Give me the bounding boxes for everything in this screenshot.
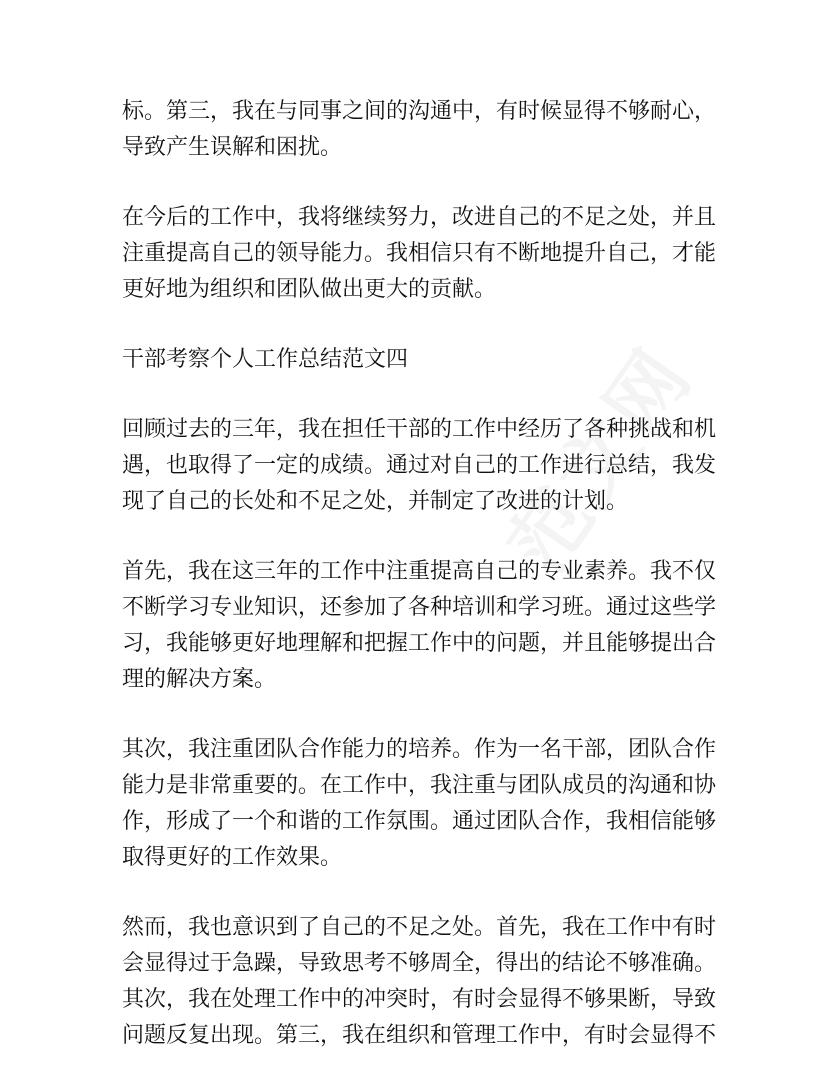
text-line: 更好地为组织和团队做出更大的贡献。 [122, 277, 497, 302]
heading-text: 干部考察个人工作总结范文四 [122, 347, 409, 372]
text-line: 习，我能够更好地理解和把握工作中的问题，并且能够提出合 [122, 631, 717, 656]
text-line: 首先，我在这三年的工作中注重提高自己的专业素养。我不仅 [122, 559, 717, 584]
text-line: 导致产生误解和困扰。 [122, 135, 343, 160]
text-line: 作，形成了一个和谐的工作氛围。通过团队合作，我相信能够 [122, 809, 717, 834]
text-line: 能力是非常重要的。在工作中，我注重与团队成员的沟通和协 [122, 773, 717, 798]
text-line: 其次，我注重团队合作能力的培养。作为一名干部，团队合作 [122, 737, 717, 762]
text-line: 问题反复出现。第三，我在组织和管理工作中，有时会显得不 [122, 1023, 717, 1048]
paragraph-1 [122, 94, 722, 166]
section-heading [122, 342, 722, 378]
text-line: 在今后的工作中，我将继续努力，改进自己的不足之处，并且 [122, 205, 717, 230]
text-line: 注重提高自己的领导能力。我相信只有不断地提升自己，才能 [122, 241, 717, 266]
text-line: 标。第三，我在与同事之间的沟通中，有时候显得不够耐心， [122, 99, 717, 124]
text-line: 然而，我也意识到了自己的不足之处。首先，我在工作中有时 [122, 915, 717, 940]
paragraph-6 [122, 910, 722, 1054]
paragraph-2 [122, 200, 722, 308]
text-line: 现了自己的长处和不足之处，并制定了改进的计划。 [122, 489, 629, 514]
document-body [122, 94, 722, 1088]
paragraph-3 [122, 412, 722, 520]
text-line: 回顾过去的三年，我在担任干部的工作中经历了各种挑战和机 [122, 417, 717, 442]
text-line: 遇，也取得了一定的成绩。通过对自己的工作进行总结，我发 [122, 453, 717, 478]
text-line: 理的解决方案。 [122, 667, 277, 692]
text-line: 取得更好的工作效果。 [122, 845, 343, 870]
paragraph-4 [122, 554, 722, 698]
paragraph-5 [122, 732, 722, 876]
text-line: 会显得过于急躁，导致思考不够周全，得出的结论不够准确。 [122, 951, 717, 976]
text-line: 其次，我在处理工作中的冲突时，有时会显得不够果断，导致 [122, 987, 717, 1012]
text-line: 不断学习专业知识，还参加了各种培训和学习班。通过这些学 [122, 595, 717, 620]
